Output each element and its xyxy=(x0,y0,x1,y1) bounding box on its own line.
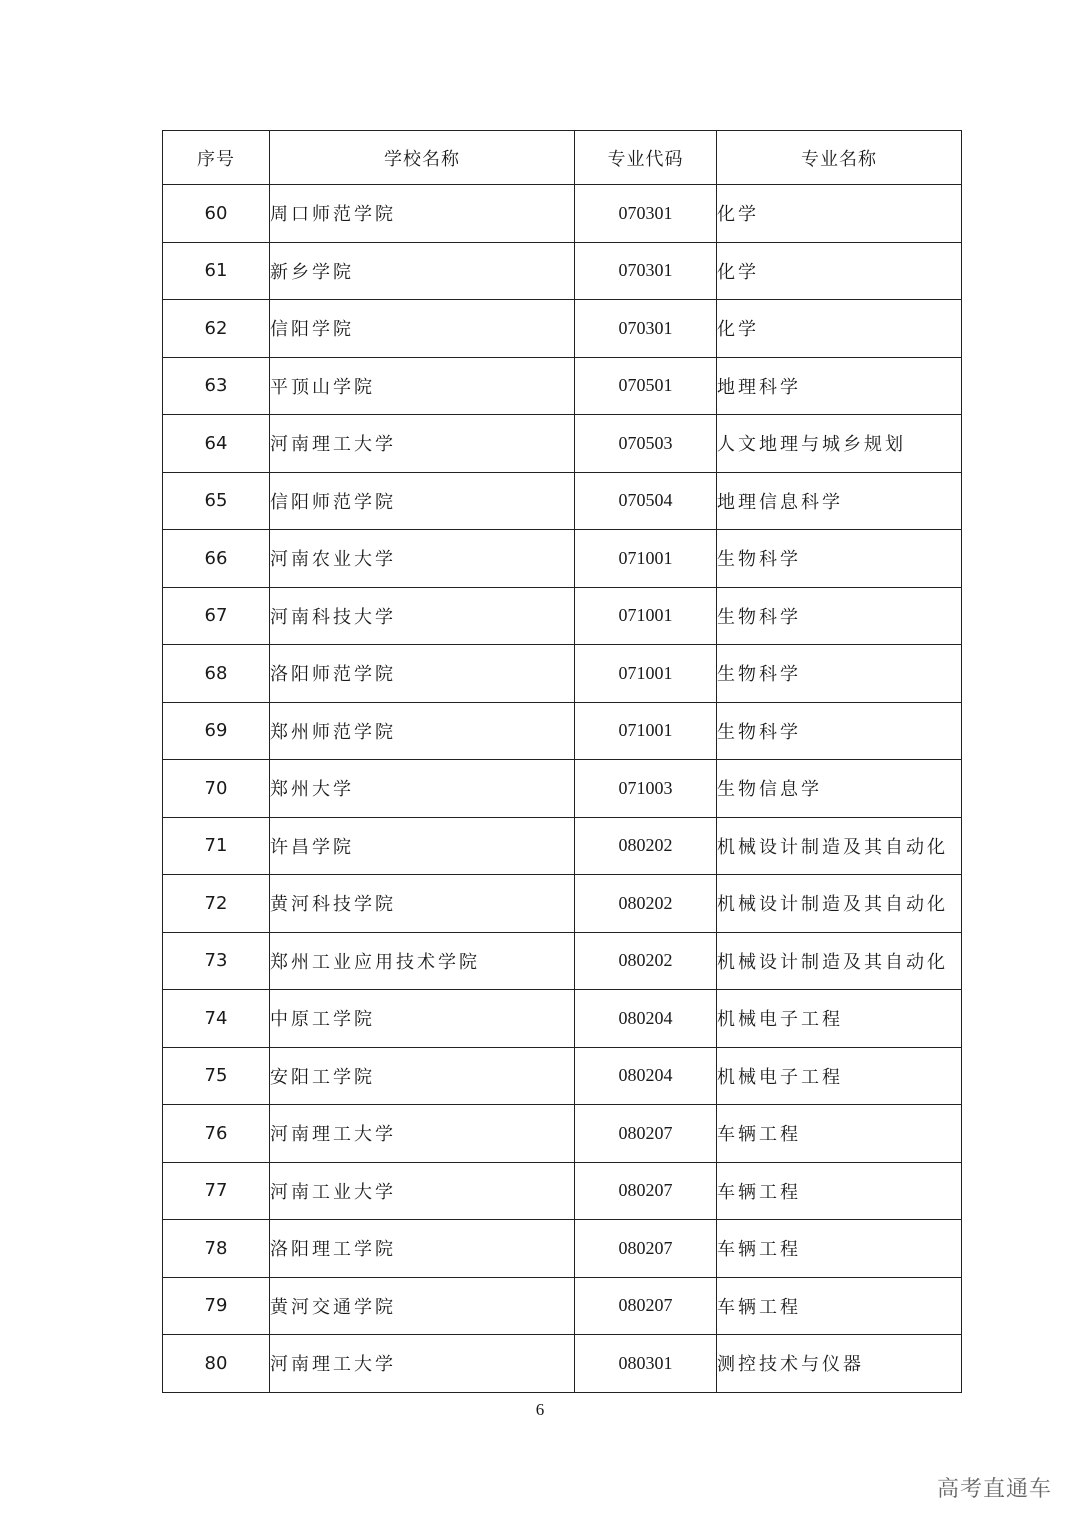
cell-no: 72 xyxy=(163,875,270,933)
table-row xyxy=(163,990,962,1048)
table-row xyxy=(163,587,962,645)
header-major: 专业名称 xyxy=(717,131,962,185)
cell-code: 080204 xyxy=(575,990,717,1048)
table-row xyxy=(163,357,962,415)
cell-code: 080207 xyxy=(575,1277,717,1335)
cell-no: 77 xyxy=(163,1162,270,1220)
cell-no: 69 xyxy=(163,702,270,760)
cell-code: 080207 xyxy=(575,1162,717,1220)
header-school: 学校名称 xyxy=(270,131,575,185)
cell-major: 车辆工程 xyxy=(717,1220,962,1278)
table-row xyxy=(163,1162,962,1220)
cell-school: 洛阳理工学院 xyxy=(270,1220,575,1278)
cell-major: 化学 xyxy=(717,242,962,300)
cell-school: 郑州大学 xyxy=(270,760,575,818)
cell-school: 郑州师范学院 xyxy=(270,702,575,760)
cell-school: 信阳师范学院 xyxy=(270,472,575,530)
cell-no: 60 xyxy=(163,185,270,243)
cell-code: 070501 xyxy=(575,357,717,415)
cell-no: 61 xyxy=(163,242,270,300)
cell-school: 郑州工业应用技术学院 xyxy=(270,932,575,990)
header-no: 序号 xyxy=(163,131,270,185)
cell-code: 070301 xyxy=(575,242,717,300)
cell-no: 65 xyxy=(163,472,270,530)
table-row xyxy=(163,702,962,760)
cell-code: 080207 xyxy=(575,1220,717,1278)
table-row xyxy=(163,645,962,703)
cell-no: 76 xyxy=(163,1105,270,1163)
cell-major: 机械设计制造及其自动化 xyxy=(717,875,962,933)
cell-no: 67 xyxy=(163,587,270,645)
cell-major: 人文地理与城乡规划 xyxy=(717,415,962,473)
cell-school: 河南理工大学 xyxy=(270,1105,575,1163)
cell-major: 生物科学 xyxy=(717,702,962,760)
cell-major: 生物信息学 xyxy=(717,760,962,818)
cell-code: 070503 xyxy=(575,415,717,473)
cell-school: 河南理工大学 xyxy=(270,415,575,473)
cell-school: 黄河交通学院 xyxy=(270,1277,575,1335)
cell-major: 车辆工程 xyxy=(717,1277,962,1335)
cell-major: 化学 xyxy=(717,300,962,358)
table-row xyxy=(163,185,962,243)
table-header-row xyxy=(163,131,962,185)
cell-major: 生物科学 xyxy=(717,530,962,588)
cell-no: 71 xyxy=(163,817,270,875)
cell-code: 071001 xyxy=(575,530,717,588)
cell-school: 黄河科技学院 xyxy=(270,875,575,933)
cell-no: 62 xyxy=(163,300,270,358)
cell-school: 平顶山学院 xyxy=(270,357,575,415)
cell-no: 64 xyxy=(163,415,270,473)
table-row xyxy=(163,415,962,473)
cell-no: 75 xyxy=(163,1047,270,1105)
cell-school: 河南工业大学 xyxy=(270,1162,575,1220)
cell-school: 周口师范学院 xyxy=(270,185,575,243)
cell-no: 79 xyxy=(163,1277,270,1335)
cell-school: 河南科技大学 xyxy=(270,587,575,645)
cell-code: 071003 xyxy=(575,760,717,818)
cell-no: 68 xyxy=(163,645,270,703)
cell-major: 机械电子工程 xyxy=(717,990,962,1048)
cell-no: 73 xyxy=(163,932,270,990)
cell-major: 测控技术与仪器 xyxy=(717,1335,962,1393)
cell-code: 080207 xyxy=(575,1105,717,1163)
cell-school: 新乡学院 xyxy=(270,242,575,300)
table-row xyxy=(163,242,962,300)
cell-major: 机械设计制造及其自动化 xyxy=(717,817,962,875)
cell-school: 洛阳师范学院 xyxy=(270,645,575,703)
table-row xyxy=(163,875,962,933)
cell-major: 地理信息科学 xyxy=(717,472,962,530)
cell-school: 许昌学院 xyxy=(270,817,575,875)
watermark: 高考直通车 xyxy=(936,1477,1052,1502)
table-body xyxy=(163,185,962,1393)
table-row xyxy=(163,932,962,990)
cell-code: 080202 xyxy=(575,817,717,875)
cell-major: 车辆工程 xyxy=(717,1105,962,1163)
table-row xyxy=(163,472,962,530)
cell-major: 生物科学 xyxy=(717,645,962,703)
table-row xyxy=(163,1277,962,1335)
cell-code: 080202 xyxy=(575,932,717,990)
table-row xyxy=(163,760,962,818)
cell-code: 080204 xyxy=(575,1047,717,1105)
cell-no: 80 xyxy=(163,1335,270,1393)
cell-no: 63 xyxy=(163,357,270,415)
table-row xyxy=(163,1047,962,1105)
table-row xyxy=(163,1220,962,1278)
cell-school: 河南农业大学 xyxy=(270,530,575,588)
cell-school: 河南理工大学 xyxy=(270,1335,575,1393)
cell-code: 070301 xyxy=(575,300,717,358)
cell-major: 车辆工程 xyxy=(717,1162,962,1220)
cell-code: 071001 xyxy=(575,645,717,703)
cell-no: 74 xyxy=(163,990,270,1048)
cell-school: 中原工学院 xyxy=(270,990,575,1048)
cell-school: 安阳工学院 xyxy=(270,1047,575,1105)
majors-table xyxy=(162,130,962,1393)
cell-no: 70 xyxy=(163,760,270,818)
cell-code: 070301 xyxy=(575,185,717,243)
cell-code: 071001 xyxy=(575,587,717,645)
table-row xyxy=(163,1105,962,1163)
cell-code: 080301 xyxy=(575,1335,717,1393)
cell-code: 070504 xyxy=(575,472,717,530)
table-row xyxy=(163,1335,962,1393)
cell-no: 66 xyxy=(163,530,270,588)
cell-code: 071001 xyxy=(575,702,717,760)
cell-major: 生物科学 xyxy=(717,587,962,645)
cell-major: 机械电子工程 xyxy=(717,1047,962,1105)
cell-major: 化学 xyxy=(717,185,962,243)
cell-school: 信阳学院 xyxy=(270,300,575,358)
page-number: 6 xyxy=(535,1400,545,1419)
header-code: 专业代码 xyxy=(575,131,717,185)
cell-code: 080202 xyxy=(575,875,717,933)
cell-major: 地理科学 xyxy=(717,357,962,415)
cell-major: 机械设计制造及其自动化 xyxy=(717,932,962,990)
table-row xyxy=(163,817,962,875)
table-row xyxy=(163,300,962,358)
cell-no: 78 xyxy=(163,1220,270,1278)
table-row xyxy=(163,530,962,588)
